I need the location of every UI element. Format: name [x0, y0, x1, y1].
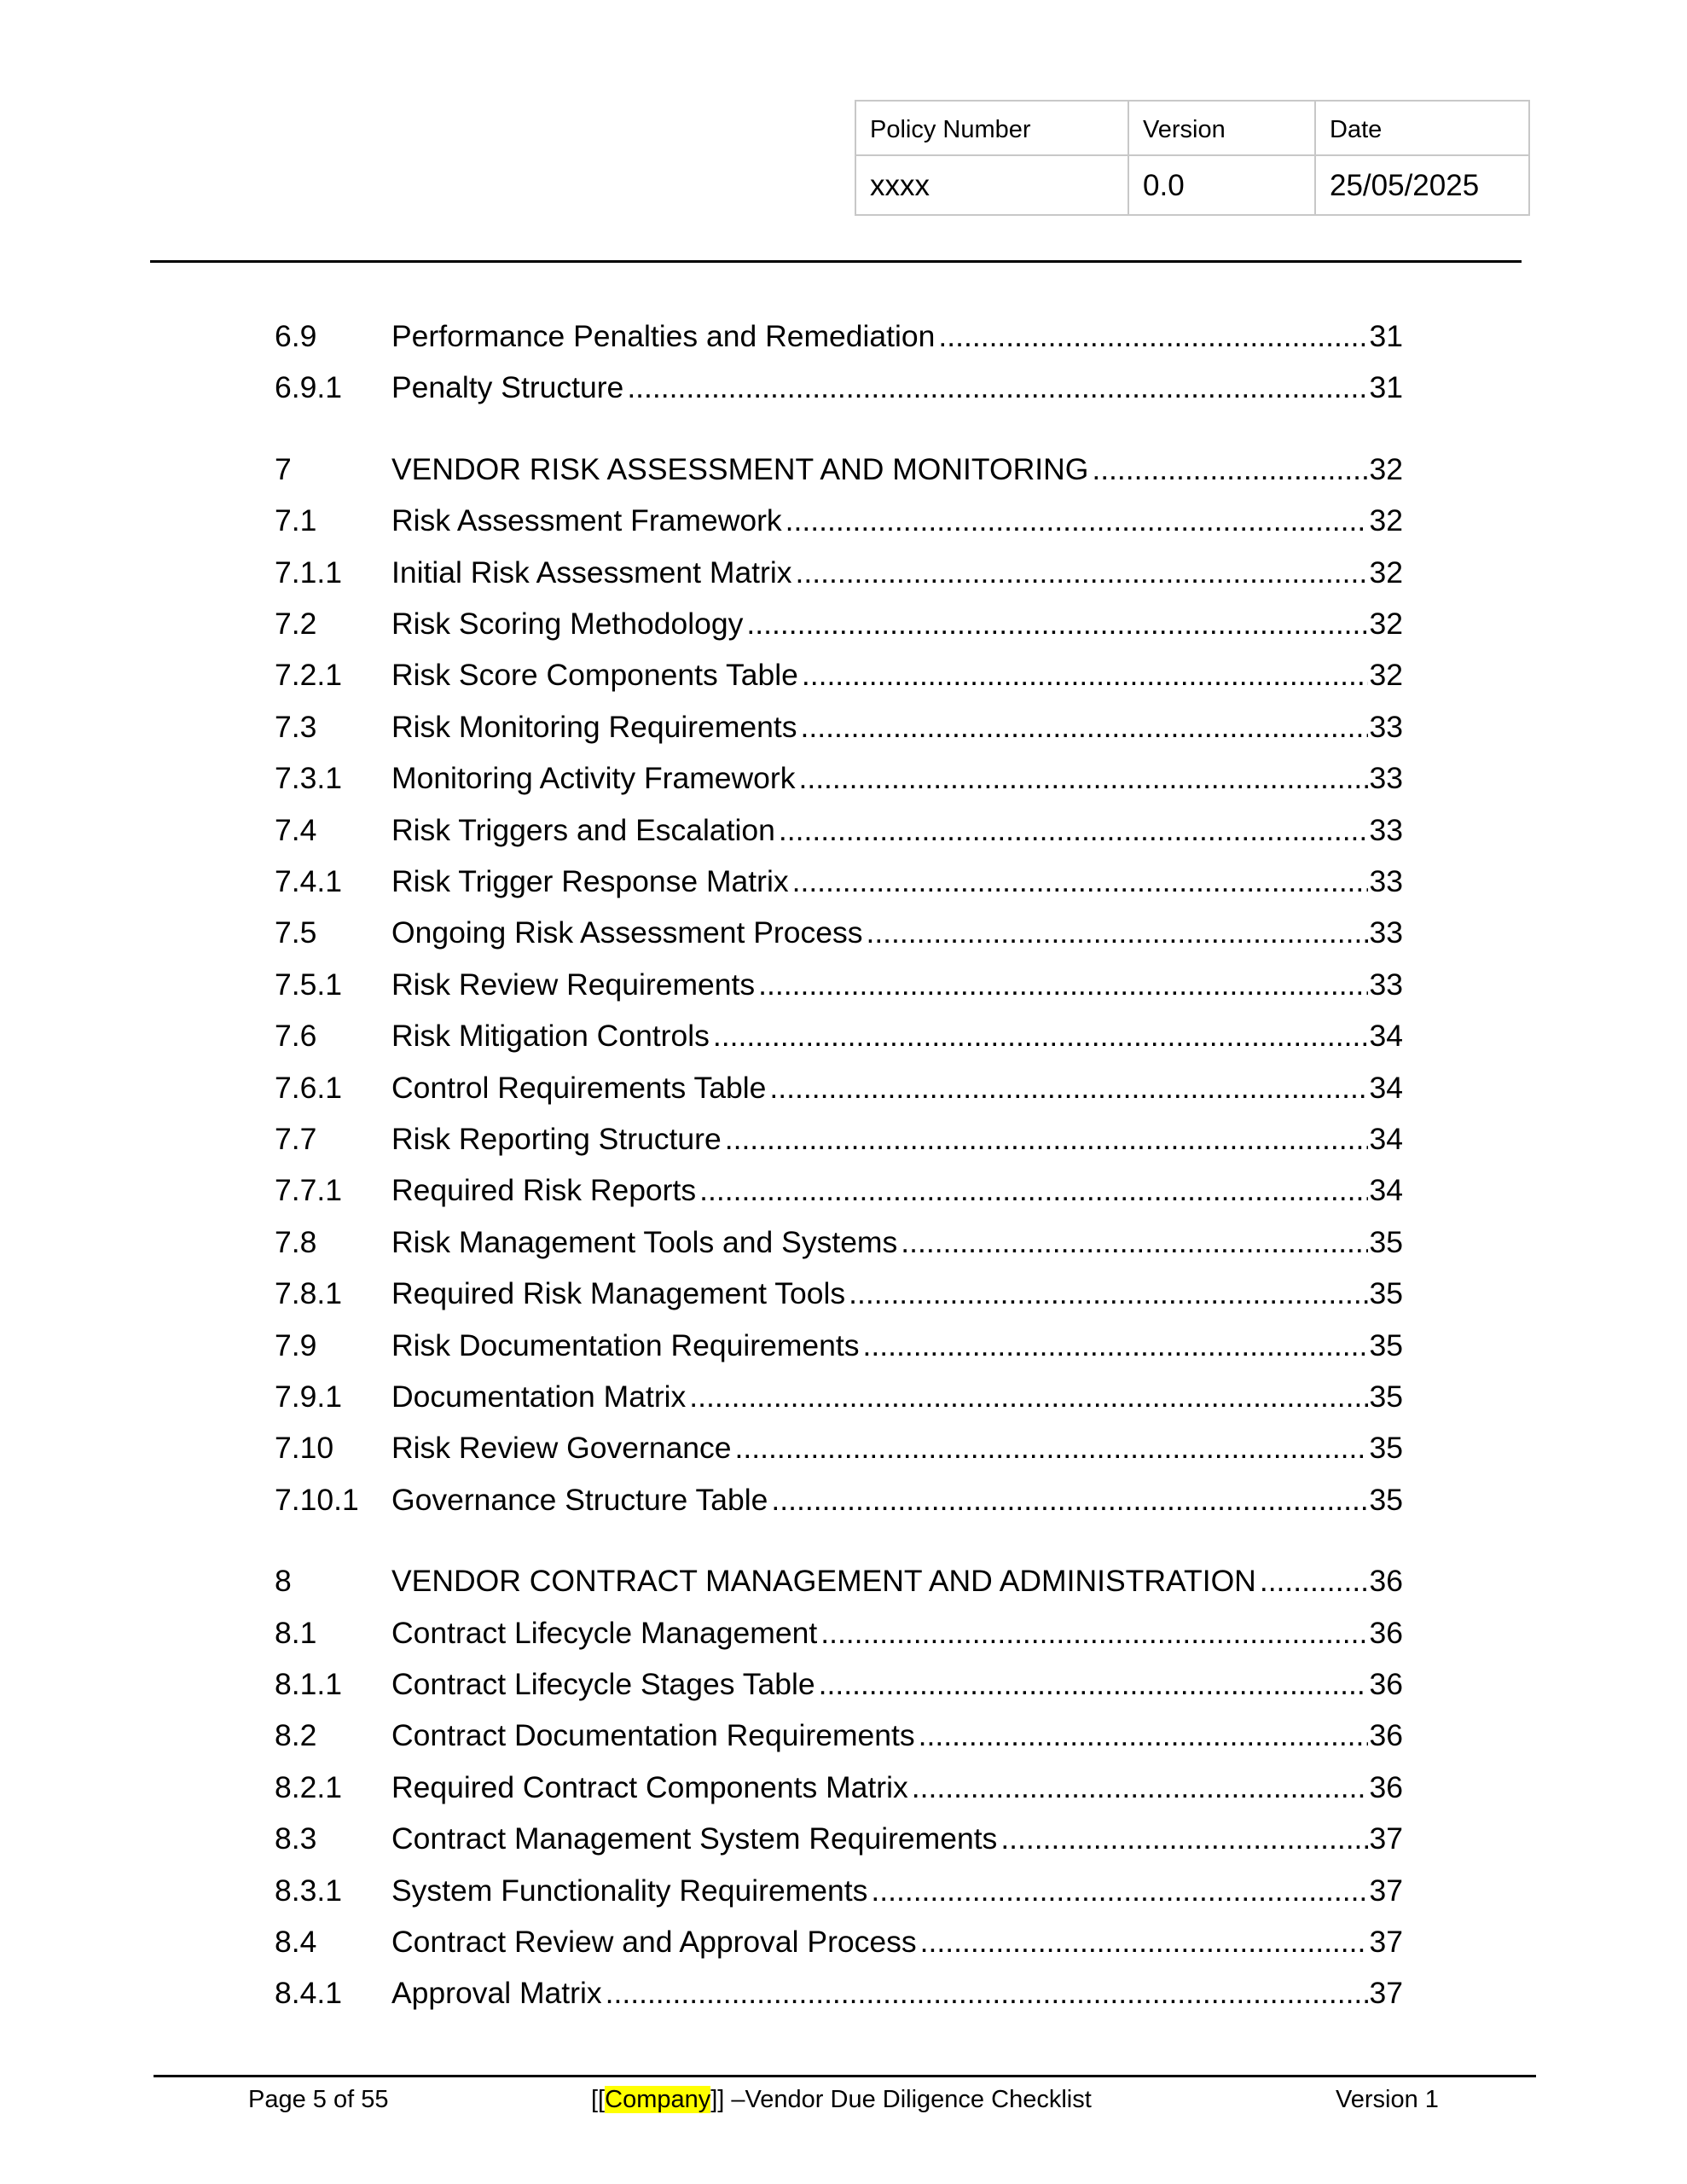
toc-page-number: 36 — [1369, 1769, 1403, 1804]
toc-entry[interactable] — [275, 1925, 1403, 1967]
toc-page-number: 37 — [1369, 1873, 1403, 1908]
toc-page-number: 32 — [1369, 607, 1403, 641]
toc-entry[interactable] — [275, 1821, 1403, 1864]
toc-page-number: 33 — [1369, 915, 1403, 950]
toc-section-number: 7.1 — [275, 503, 317, 538]
company-placeholder: Company — [605, 2086, 711, 2113]
date-header: Date — [1315, 101, 1529, 155]
toc-section-title: Risk Assessment Framework — [391, 503, 782, 538]
toc-section-title: Risk Triggers and Escalation — [391, 812, 775, 847]
toc-section-title: Risk Mitigation Controls — [391, 1019, 710, 1054]
footer-document-title — [591, 2086, 1092, 2114]
toc-entry[interactable] — [275, 1431, 1403, 1473]
toc-entry[interactable] — [275, 1976, 1403, 2018]
toc-dot-leader — [849, 1276, 1367, 1311]
toc-section-number: 6.9.1 — [275, 370, 342, 405]
toc-dot-leader — [820, 1616, 1367, 1651]
toc-page-number: 32 — [1369, 451, 1403, 486]
toc-page-number: 35 — [1369, 1482, 1403, 1517]
toc-section-number: 7.6.1 — [275, 1070, 342, 1105]
toc-section-title: Control Requirements Table — [391, 1070, 767, 1105]
toc-dot-leader — [866, 915, 1367, 950]
toc-entry[interactable] — [275, 555, 1403, 598]
toc-dot-leader — [1092, 452, 1367, 487]
toc-dot-leader — [699, 1173, 1367, 1208]
toc-section-number: 7.7 — [275, 1122, 317, 1156]
toc-section-number: 7.7.1 — [275, 1173, 342, 1208]
toc-section-title: Risk Trigger Response Matrix — [391, 864, 789, 898]
toc-entry[interactable] — [275, 1483, 1403, 1525]
toc-dot-leader — [1260, 1564, 1368, 1599]
toc-dot-leader — [779, 813, 1368, 848]
toc-section-title: Risk Review Governance — [391, 1431, 732, 1466]
toc-section-title: Risk Scoring Methodology — [391, 607, 744, 641]
toc-section-title: Contract Review and Approval Process — [391, 1925, 917, 1959]
toc-dot-leader — [901, 1225, 1367, 1260]
toc-entry[interactable] — [275, 761, 1403, 804]
toc-dot-leader — [792, 864, 1368, 899]
toc-page-number: 36 — [1369, 1564, 1403, 1599]
toc-page-number: 33 — [1369, 864, 1403, 898]
toc-dot-leader — [802, 658, 1368, 693]
toc-page-number: 31 — [1369, 370, 1403, 405]
toc-section-title: VENDOR CONTRACT MANAGEMENT AND ADMINISTRATION — [391, 1564, 1256, 1599]
toc-entry[interactable] — [275, 658, 1403, 700]
toc-section-number: 8.2 — [275, 1718, 317, 1753]
toc-entry[interactable] — [275, 864, 1403, 907]
toc-entry[interactable] — [275, 452, 1403, 495]
toc-entry[interactable] — [275, 503, 1403, 546]
toc-page-number: 32 — [1369, 658, 1403, 693]
toc-dot-leader — [801, 710, 1368, 745]
toc-section-number: 7.9 — [275, 1327, 317, 1362]
toc-section-title: VENDOR RISK ASSESSMENT AND MONITORING — [391, 451, 1089, 486]
document-info-table — [855, 100, 1530, 216]
toc-section-number: 8.4.1 — [275, 1976, 342, 2011]
toc-page-number: 32 — [1369, 503, 1403, 538]
toc-entry[interactable] — [275, 710, 1403, 752]
toc-section-title: System Functionality Requirements — [391, 1873, 868, 1908]
toc-entry[interactable] — [275, 319, 1403, 362]
header-divider — [150, 260, 1522, 263]
toc-page-number: 36 — [1369, 1718, 1403, 1753]
toc-entry[interactable] — [275, 1380, 1403, 1422]
toc-section-number: 8.2.1 — [275, 1769, 342, 1804]
version-value: 0.0 — [1128, 155, 1315, 215]
toc-dot-leader — [863, 1328, 1368, 1363]
toc-dot-leader — [758, 967, 1367, 1002]
toc-page-number: 35 — [1369, 1431, 1403, 1466]
toc-dot-leader — [713, 1019, 1368, 1054]
toc-section-number: 7.4.1 — [275, 864, 342, 898]
toc-section-title: Governance Structure Table — [391, 1482, 768, 1517]
toc-entry[interactable] — [275, 967, 1403, 1010]
toc-page-number: 37 — [1369, 1821, 1403, 1856]
toc-section-title: Monitoring Activity Framework — [391, 761, 796, 796]
toc-section-title: Required Risk Reports — [391, 1173, 697, 1208]
toc-section-number: 7.6 — [275, 1019, 317, 1054]
footer-divider — [154, 2075, 1536, 2077]
toc-entry[interactable] — [275, 1770, 1403, 1813]
toc-section-title: Risk Management Tools and Systems — [391, 1224, 898, 1259]
toc-dot-leader — [1000, 1821, 1367, 1856]
toc-entry[interactable] — [275, 370, 1403, 413]
toc-entry[interactable] — [275, 1173, 1403, 1216]
policy-number-value: xxxx — [855, 155, 1128, 215]
toc-section-number: 7.1.1 — [275, 555, 342, 590]
toc-section-title: Required Contract Components Matrix — [391, 1769, 908, 1804]
footer-version: Version 1 — [1336, 2086, 1439, 2113]
toc-section-number: 7.8 — [275, 1224, 317, 1259]
toc-page-number: 37 — [1369, 1925, 1403, 1959]
policy-number-header: Policy Number — [855, 101, 1128, 155]
toc-entry[interactable] — [275, 1276, 1403, 1319]
toc-dot-leader — [919, 1718, 1368, 1753]
toc-section-title: Risk Reporting Structure — [391, 1122, 722, 1156]
toc-page-number: 33 — [1369, 761, 1403, 796]
toc-dot-leader — [798, 761, 1367, 796]
toc-entry[interactable] — [275, 1328, 1403, 1371]
toc-section-title: Contract Documentation Requirements — [391, 1718, 915, 1753]
toc-dot-leader — [912, 1770, 1368, 1805]
toc-page-number: 35 — [1369, 1327, 1403, 1362]
toc-dot-leader — [938, 319, 1367, 354]
toc-section-number: 7.10.1 — [275, 1482, 359, 1517]
toc-section-title: Risk Review Requirements — [391, 967, 756, 1002]
toc-entry[interactable] — [275, 1616, 1403, 1658]
toc-section-number: 7.2 — [275, 607, 317, 641]
toc-section-title: Approval Matrix — [391, 1976, 602, 2011]
toc-entry[interactable] — [275, 1122, 1403, 1165]
toc-page-number: 33 — [1369, 967, 1403, 1002]
toc-page-number: 35 — [1369, 1224, 1403, 1259]
toc-section-number: 8 — [275, 1564, 292, 1599]
toc-dot-leader — [819, 1667, 1368, 1702]
toc-entry[interactable] — [275, 1718, 1403, 1761]
toc-section-title: Risk Documentation Requirements — [391, 1327, 860, 1362]
toc-section-title: Documentation Matrix — [391, 1380, 687, 1414]
toc-page-number: 36 — [1369, 1667, 1403, 1701]
toc-entry[interactable] — [275, 1667, 1403, 1710]
toc-page-number: 34 — [1369, 1070, 1403, 1105]
toc-page-number: 36 — [1369, 1615, 1403, 1650]
toc-dot-leader — [871, 1873, 1367, 1908]
toc-section-title: Penalty Structure — [391, 370, 624, 405]
date-value: 25/05/2025 — [1315, 155, 1529, 215]
toc-section-number: 8.1.1 — [275, 1667, 342, 1701]
toc-page-number: 34 — [1369, 1122, 1403, 1156]
footer-title-prefix: [[ — [591, 2086, 606, 2113]
toc-section-number: 7 — [275, 451, 292, 486]
toc-section-title: Contract Lifecycle Stages Table — [391, 1667, 815, 1701]
toc-dot-leader — [796, 555, 1368, 590]
toc-section-number: 8.3.1 — [275, 1873, 342, 1908]
toc-page-number: 31 — [1369, 319, 1403, 353]
toc-page-number: 35 — [1369, 1276, 1403, 1311]
toc-section-title: Performance Penalties and Remediation — [391, 319, 936, 353]
footer-page-number: Page 5 of 55 — [248, 2086, 389, 2113]
toc-page-number: 32 — [1369, 555, 1403, 590]
toc-section-number: 7.5 — [275, 915, 317, 950]
toc-entry[interactable] — [275, 1225, 1403, 1268]
toc-page-number: 37 — [1369, 1976, 1403, 2011]
toc-page-number: 35 — [1369, 1380, 1403, 1414]
toc-section-title: Initial Risk Assessment Matrix — [391, 555, 792, 590]
toc-dot-leader — [689, 1380, 1367, 1414]
toc-section-number: 7.10 — [275, 1431, 334, 1466]
toc-section-number: 8.1 — [275, 1615, 317, 1650]
toc-section-number: 7.9.1 — [275, 1380, 342, 1414]
toc-section-number: 6.9 — [275, 319, 317, 353]
toc-entry[interactable] — [275, 1019, 1403, 1061]
toc-dot-leader — [735, 1431, 1368, 1466]
toc-section-number: 7.2.1 — [275, 658, 342, 693]
toc-page-number: 33 — [1369, 812, 1403, 847]
toc-dot-leader — [769, 1071, 1367, 1106]
toc-section-title: Required Risk Management Tools — [391, 1276, 846, 1311]
toc-entry[interactable] — [275, 1564, 1403, 1606]
toc-section-title: Risk Monitoring Requirements — [391, 709, 797, 744]
toc-section-number: 7.3.1 — [275, 761, 342, 796]
toc-entry[interactable] — [275, 607, 1403, 649]
version-header: Version — [1128, 101, 1315, 155]
toc-dot-leader — [627, 370, 1367, 405]
footer-title-suffix: ]] –Vendor Due Diligence Checklist — [710, 2086, 1092, 2113]
toc-dot-leader — [746, 607, 1367, 642]
toc-dot-leader — [771, 1483, 1367, 1518]
toc-dot-leader — [606, 1976, 1368, 2011]
toc-page-number: 33 — [1369, 709, 1403, 744]
toc-entry[interactable] — [275, 1873, 1403, 1916]
toc-entry[interactable] — [275, 813, 1403, 856]
toc-section-title: Contract Management System Requirements — [391, 1821, 998, 1856]
toc-section-title: Ongoing Risk Assessment Process — [391, 915, 863, 950]
toc-dot-leader — [920, 1925, 1368, 1960]
toc-section-number: 8.4 — [275, 1925, 317, 1959]
toc-section-number: 7.5.1 — [275, 967, 342, 1002]
toc-section-number: 8.3 — [275, 1821, 317, 1856]
toc-entry[interactable] — [275, 1071, 1403, 1113]
toc-page-number: 34 — [1369, 1173, 1403, 1208]
toc-page-number: 34 — [1369, 1019, 1403, 1054]
toc-section-number: 7.8.1 — [275, 1276, 342, 1311]
toc-section-title: Contract Lifecycle Management — [391, 1615, 818, 1650]
toc-dot-leader — [786, 503, 1368, 538]
toc-dot-leader — [725, 1122, 1368, 1157]
toc-section-number: 7.4 — [275, 812, 317, 847]
toc-entry[interactable] — [275, 915, 1403, 958]
toc-section-title: Risk Score Components Table — [391, 658, 798, 693]
toc-section-number: 7.3 — [275, 709, 317, 744]
